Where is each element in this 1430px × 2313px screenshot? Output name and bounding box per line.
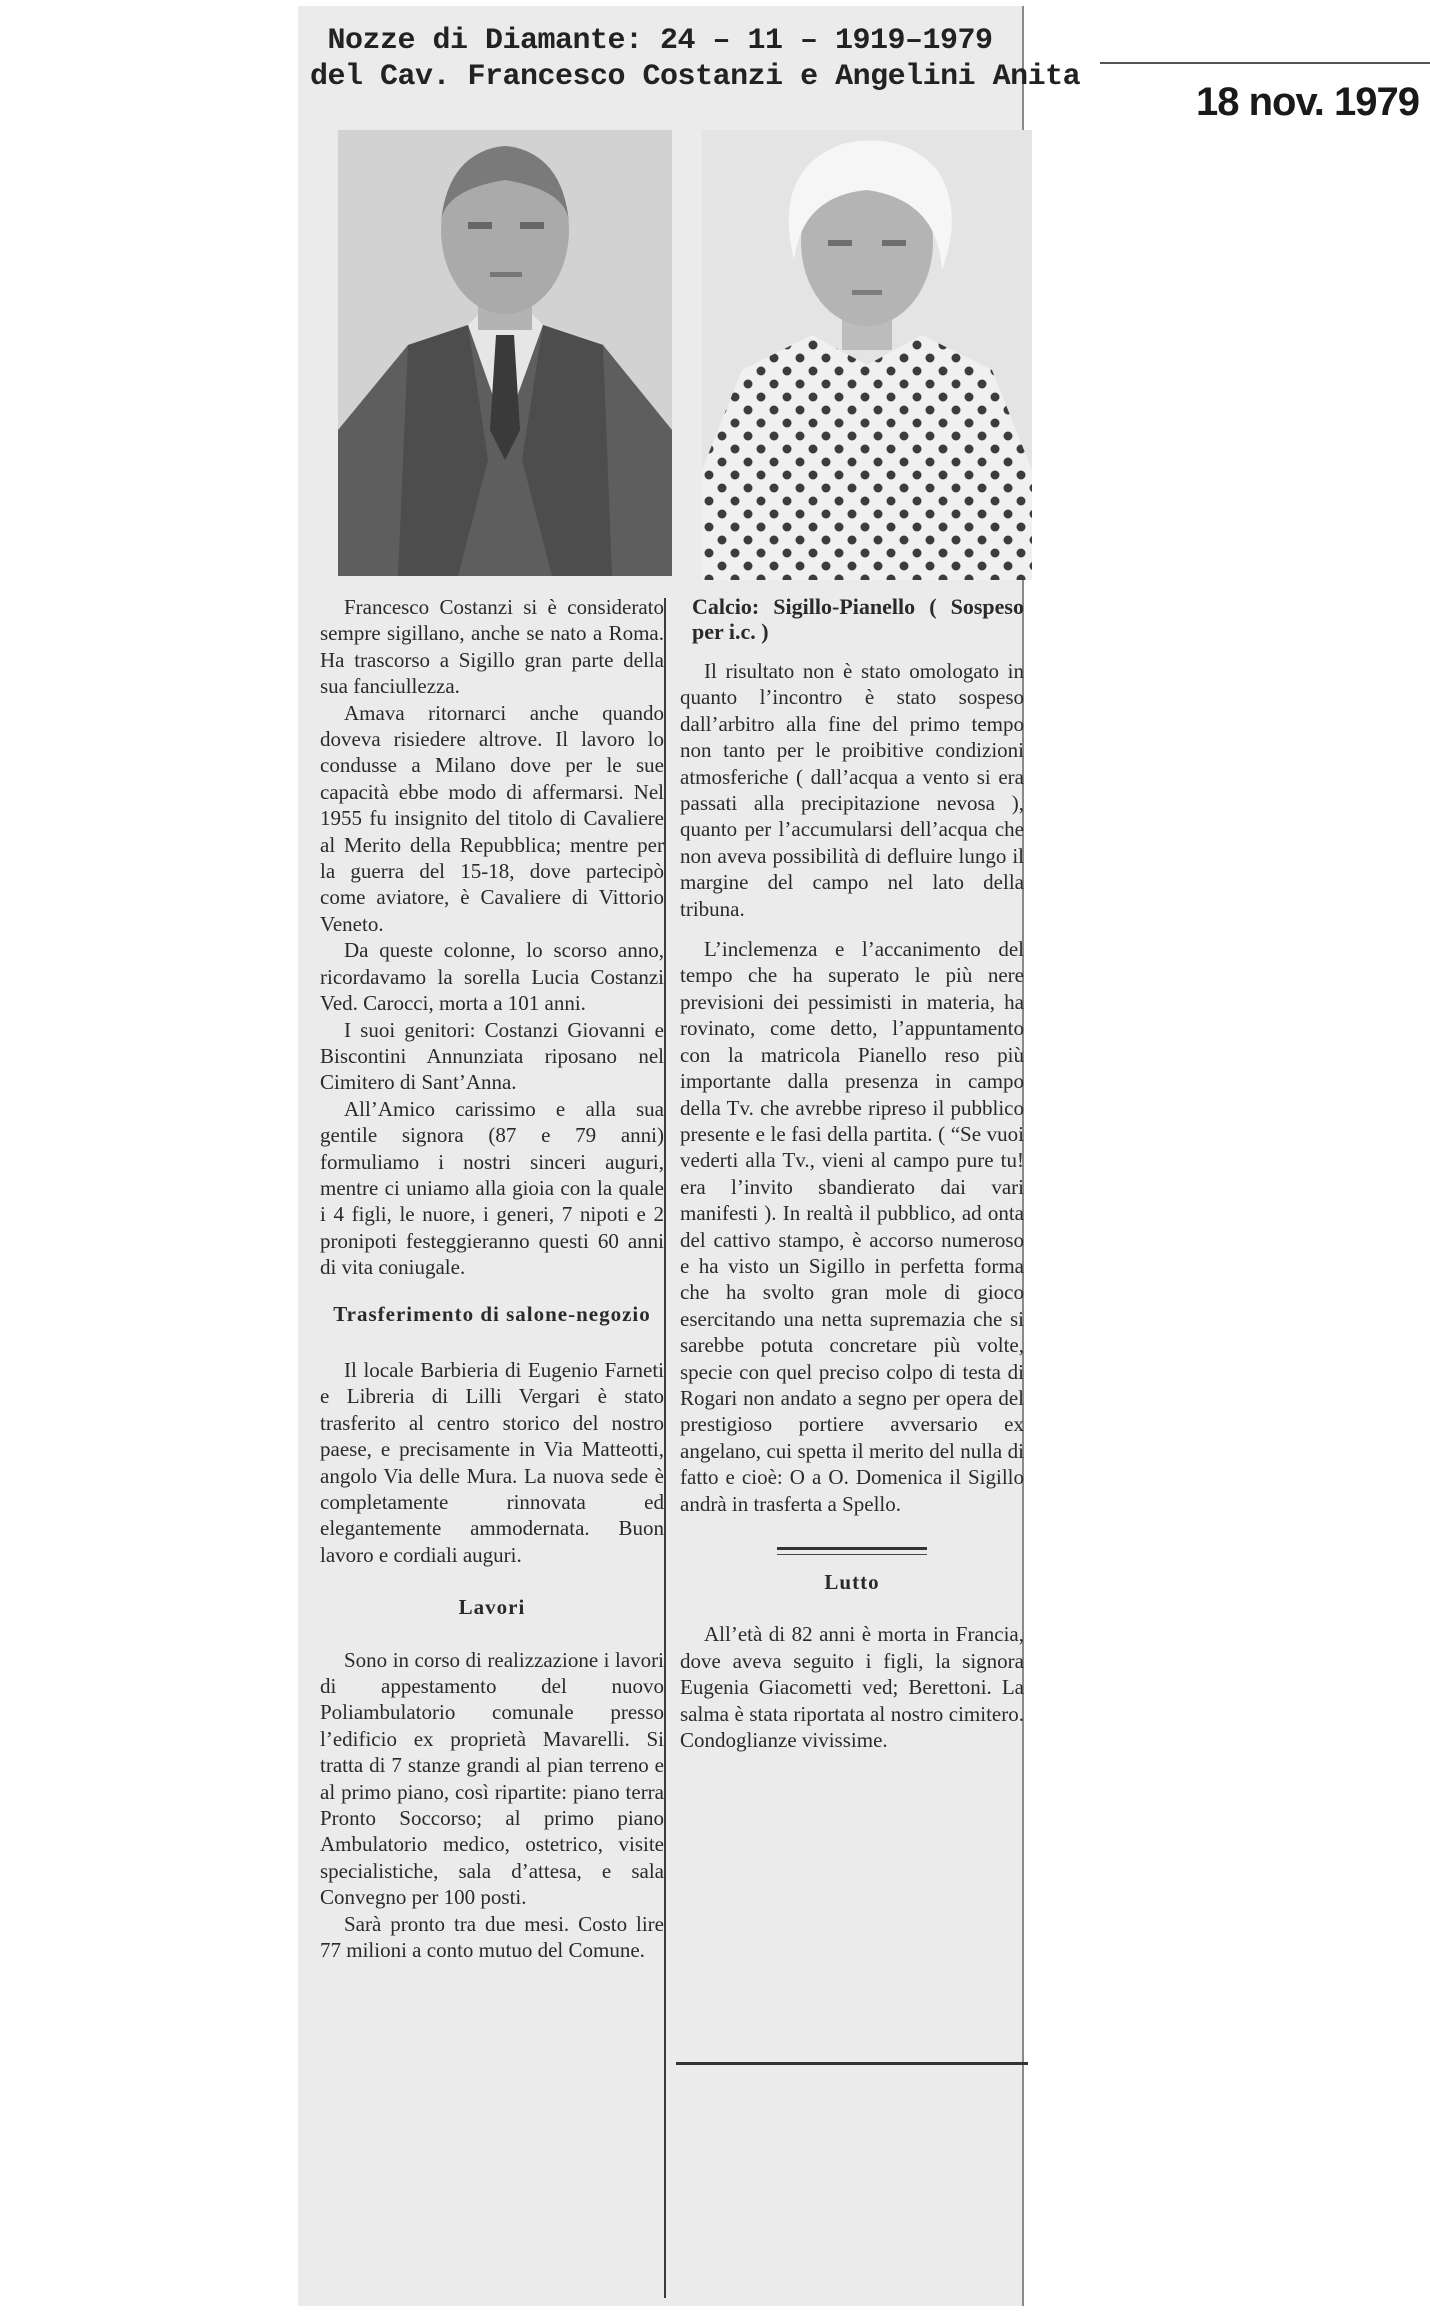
lavori-paragraph-2: Sarà pronto tra due mesi. Costo lire 77 milioni a conto mutuo del Comune. bbox=[320, 1911, 664, 1963]
headline-line-1: Nozze di Diamante: 24 – 11 – 1919–1979 bbox=[327, 24, 993, 58]
lutto-rule-thick bbox=[777, 1547, 927, 1550]
costanzi-paragraph-5: All’Amico carissimo e alla sua gentile signora (87 e 79 anni) formuliamo i nostri sinceri auguri, mentre ci uniamo alla gioia con la quale i 4 figli, le nuore, i generi, 7 nipoti e 2 pronipoti festeggieranno questi 60 anni di vita coniugale. bbox=[320, 1096, 664, 1280]
trasferimento-text: Il locale Barbieria di Eugenio Farneti e Libreria di Lilli Vergari è stato trasferito al centro storico del nostro paese, e precisamente in Via Matteotti, angolo Via delle Mura. La nuova sede è completamente rinnovata ed elegantemente ammodernata. Buon lavoro e cordiali auguri. bbox=[320, 1357, 664, 1567]
bottom-rule bbox=[676, 2062, 1028, 2065]
right-column bbox=[680, 594, 1024, 1753]
portrait-angelini-anita bbox=[702, 130, 1032, 580]
headline-line-2: del Cav. Francesco Costanzi e Angelini Anita bbox=[310, 60, 1081, 94]
lutto-title: Lutto bbox=[824, 1570, 880, 1594]
lavori-title: Lavori bbox=[458, 1595, 526, 1620]
calcio-paragraph-1: Il risultato non è stato omologato in quanto l’incontro è stato sospeso dall’arbitro alla fine del primo tempo non tanto per le proibitive condizioni atmosferiche ( dall’acqua a vento si era passati alla precipitazione nevosa ), quanto per l’accumularsi dell’acqua che non aveva possibilità di defluire lungo il margine del campo nel lato della tribuna. bbox=[680, 659, 1024, 921]
portrait-francesco-costanzi bbox=[338, 130, 672, 576]
calcio-title: Calcio: Sigillo-Pianello ( Sospeso per i.c. ) bbox=[692, 594, 1024, 644]
lavori-paragraph-1: Sono in corso di realizzazione i lavori di appestamento del nuovo Poliambulatorio comunale presso l’edificio ex proprietà Mavarelli. Si tratta di 7 stanze grandi al pian terreno e al primo piano, così ripartite: piano terra Pronto Soccorso; al primo piano Ambulatorio medico, ostetrico, visite specialistiche, sala d’attesa, e sala Convegno per 100 posti. bbox=[320, 1647, 664, 1910]
costanzi-paragraph-1: Francesco Costanzi si è considerato sempre sigillano, anche se nato a Roma. Ha trascorso a Sigillo gran parte della sua fanciullezza. bbox=[320, 595, 664, 699]
left-column bbox=[320, 594, 664, 1964]
lutto-text: All’età di 82 anni è morta in Francia, dove aveva seguito i figli, la signora Eugenia Giacometti ved; Berettoni. La salma è stata riportata al nostro cimitero. Condoglianze vivissime. bbox=[680, 1622, 1024, 1753]
costanzi-paragraph-2: Amava ritornarci anche quando doveva risiedere altrove. Il lavoro lo condusse a Milano dove per le sue capacità ebbe modo di affermarsi. Nel 1955 fu insignito del titolo di Cavaliere al Merito della Repubblica; mentre per la guerra del 15-18, dove partecipò come aviatore, è Cavaliere di Vittorio Veneto. bbox=[320, 700, 664, 936]
trasferimento-title: Trasferimento di salone-negozio bbox=[333, 1301, 651, 1326]
calcio-paragraph-2: L’inclemenza e l’accanimento del tempo che ha superato le più nere previsioni dei pessimisti in materia, ha rovinato, come detto, l’appuntamento con la matricola Pianello reso più importante dalla presenza in campo della Tv. che avrebbe ripreso il pubblico presente e le fasi della partita. ( “Se vuoi vederti alla Tv., vieni al campo pure tu! era l’invito sbandierato dai vari manifesti ). In realtà il pubblico, ad onta del cattivo stampo, è accorso numeroso e ha visto un Sigillo in perfetta forma che ha svolto gran mole di gioco esercitando una netta supremazia che si sarebbe potuta concretare più volte, specie con quel preciso colpo di testa di Rogari non andato a segno per opera del prestigioso portiere avversario ex angelano, cui spetta il merito del nulla di fatto e cioè: O a O. Domenica il Sigillo andrà in trasferta a Spello. bbox=[680, 937, 1024, 1516]
costanzi-paragraph-3: Da queste colonne, lo scorso anno, ricordavamo la sorella Lucia Costanzi Ved. Carocci, morta a 101 anni. bbox=[320, 938, 664, 1016]
date-rule bbox=[1100, 62, 1430, 64]
date-stamp: 18 nov. 1979 bbox=[1196, 80, 1419, 124]
column-divider bbox=[664, 598, 666, 2298]
costanzi-paragraph-4: I suoi genitori: Costanzi Giovanni e Biscontini Annunziata riposano nel Cimitero di Sant’Anna. bbox=[320, 1017, 664, 1095]
